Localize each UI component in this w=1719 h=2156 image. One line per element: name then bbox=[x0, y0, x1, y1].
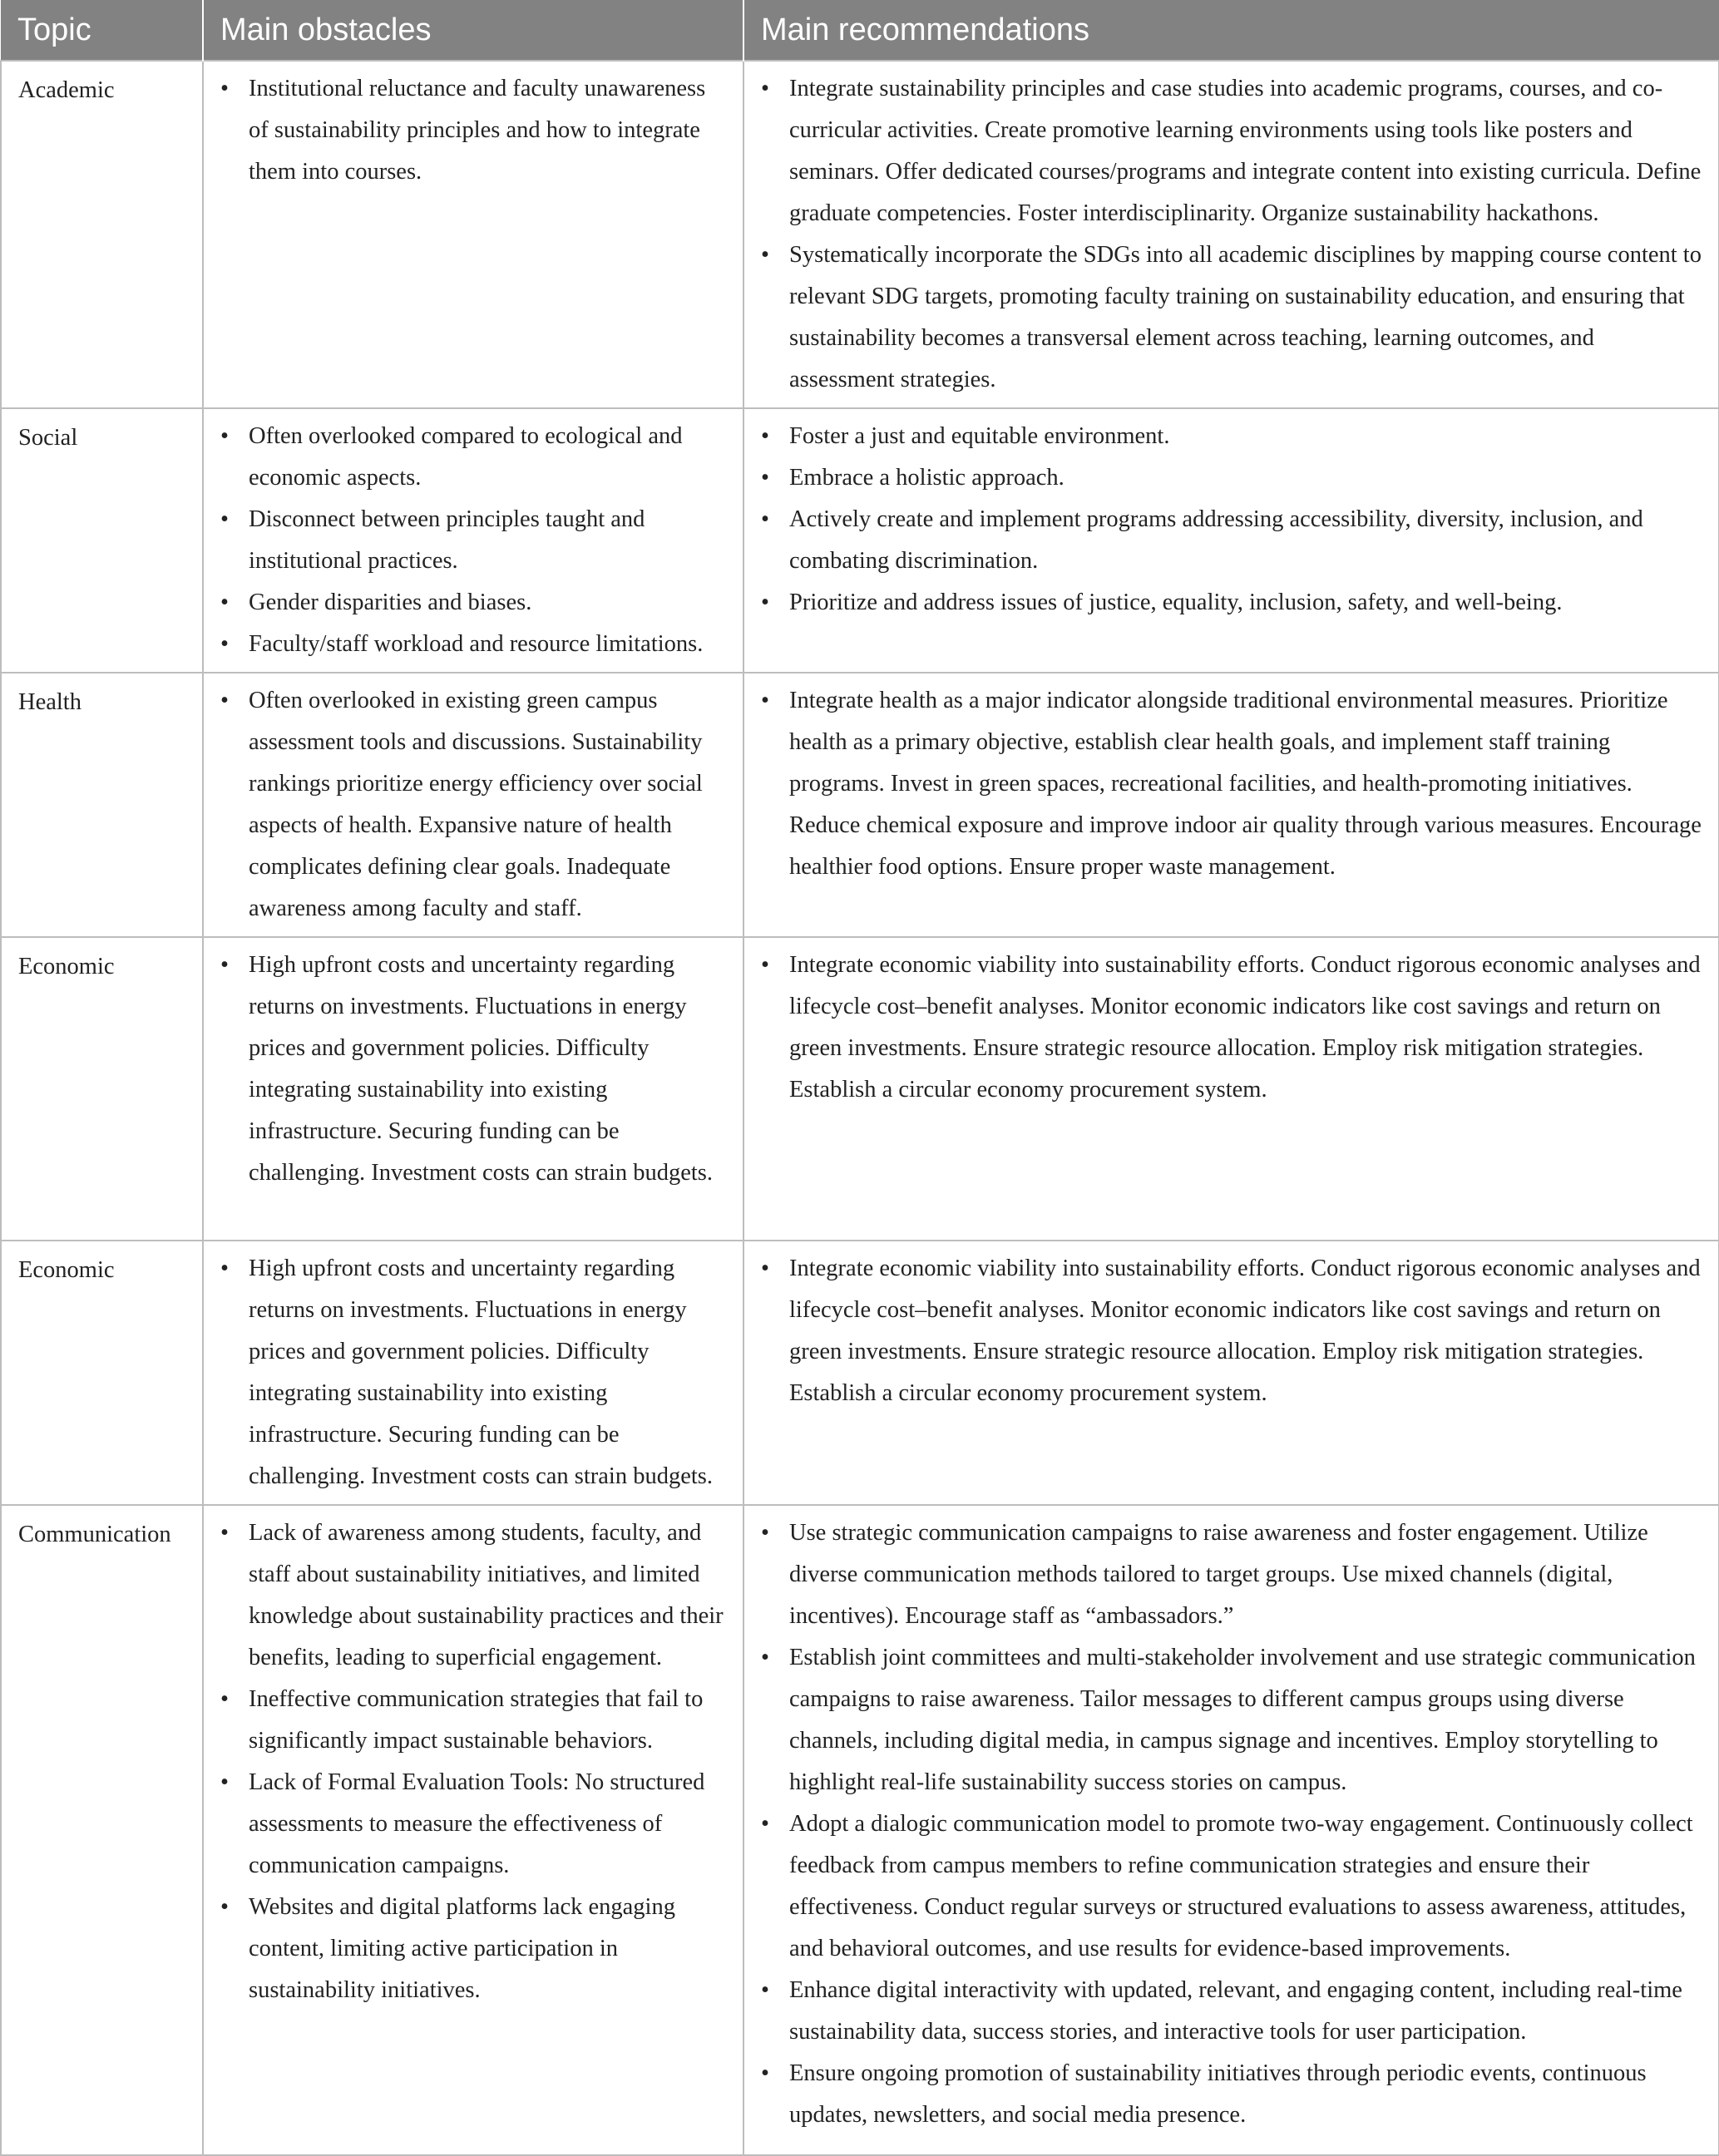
obstacles-cell bbox=[203, 61, 743, 408]
recommendations-cell bbox=[743, 1241, 1719, 1505]
list-item: • Adopt a dialogic communication model to promote two-way engagement. Continuously collect feedback from campus members to refine communication strategies and ensure their effectiveness. Conduct regular surveys or structured evaluations to assess awareness, attitudes, and behavioral outcomes, and use results for evidence-based improvements. bbox=[761, 1803, 1702, 1970]
table-row bbox=[1, 61, 1719, 408]
list-item: • Lack of Formal Evaluation Tools: No structured assessments to measure the effectiveness of communication campaigns. bbox=[220, 1762, 726, 1887]
obstacles-cell bbox=[203, 1241, 743, 1505]
obstacles-cell bbox=[203, 937, 743, 1241]
table-header bbox=[1, 0, 1719, 61]
table-row bbox=[1, 673, 1719, 937]
obstacles-cell bbox=[203, 673, 743, 937]
recommendations-cell bbox=[743, 673, 1719, 937]
obstacles-list bbox=[220, 68, 726, 193]
list-item: • Often overlooked compared to ecological and economic aspects. bbox=[220, 416, 726, 499]
list-item: • Systematically incorporate the SDGs into all academic disciplines by mapping course content to relevant SDG targets, promoting faculty training on sustainability education, and ensuring that sustainability becomes a transversal element across teaching, learning outcomes, and assessment strategies. bbox=[761, 234, 1702, 401]
obstacles-list bbox=[220, 1512, 726, 2011]
table-row bbox=[1, 408, 1719, 673]
list-item: • Faculty/staff workload and resource limitations. bbox=[220, 624, 726, 665]
table-row bbox=[1, 1505, 1719, 2155]
recommendations-list bbox=[761, 1512, 1702, 2136]
table-body bbox=[1, 61, 1719, 2155]
header-main-obstacles: Main obstacles bbox=[203, 0, 743, 61]
table-row bbox=[1, 1241, 1719, 1505]
list-item: • Integrate sustainability principles and case studies into academic programs, courses, and co-curricular activities. Create promotive learning environments using tools like posters and seminars. Offer dedicated courses/programs and integrate content into existing curricula. Define graduate competencies. Foster interdisciplinarity. Organize sustainability hackathons. bbox=[761, 68, 1702, 234]
list-item: • Ineffective communication strategies that fail to significantly impact sustainable behaviors. bbox=[220, 1679, 726, 1762]
list-item: • Prioritize and address issues of justice, equality, inclusion, safety, and well-being. bbox=[761, 582, 1702, 624]
recommendations-list bbox=[761, 416, 1702, 624]
recommendations-list bbox=[761, 945, 1702, 1111]
list-item: • Enhance digital interactivity with updated, relevant, and engaging content, including real-time sustainability data, success stories, and interactive tools for user participation. bbox=[761, 1970, 1702, 2053]
obstacles-cell bbox=[203, 1505, 743, 2155]
list-item: • Integrate economic viability into sustainability efforts. Conduct rigorous economic analyses and lifecycle cost–benefit analyses. Monitor economic indicators like cost savings and return on green investments. Ensure strategic resource allocation. Employ risk mitigation strategies. Establish a circular economy procurement system. bbox=[761, 1248, 1702, 1414]
obstacles-list bbox=[220, 945, 726, 1194]
obstacles-cell bbox=[203, 408, 743, 673]
list-item: • Integrate health as a major indicator alongside traditional environmental measures. Prioritize health as a primary objective, establish clear health goals, and implement staff training programs. Invest in green spaces, recreational facilities, and health-promoting initiatives. Reduce chemical exposure and improve indoor air quality through various measures. Encourage healthier food options. Ensure proper waste management. bbox=[761, 680, 1702, 888]
list-item: • Embrace a holistic approach. bbox=[761, 457, 1702, 499]
list-item: • Disconnect between principles taught and institutional practices. bbox=[220, 499, 726, 582]
list-item: • Often overlooked in existing green campus assessment tools and discussions. Sustainability rankings prioritize energy efficiency over social aspects of health. Expansive nature of health complicates defining clear goals. Inadequate awareness among faculty and staff. bbox=[220, 680, 726, 930]
list-item: • Gender disparities and biases. bbox=[220, 582, 726, 624]
obstacles-list bbox=[220, 1248, 726, 1497]
list-item: • Use strategic communication campaigns to raise awareness and foster engagement. Utilize diverse communication methods tailored to target groups. Use mixed channels (digital, incentives). Encourage staff as “ambassadors.” bbox=[761, 1512, 1702, 1637]
list-item: • Ensure ongoing promotion of sustainability initiatives through periodic events, continuous updates, newsletters, and social media presence. bbox=[761, 2053, 1702, 2136]
topic-cell: Health bbox=[1, 673, 203, 937]
list-item: • Foster a just and equitable environment. bbox=[761, 416, 1702, 457]
list-item: • Institutional reluctance and faculty unawareness of sustainability principles and how to integrate them into courses. bbox=[220, 68, 726, 193]
obstacles-list bbox=[220, 680, 726, 930]
header-row bbox=[1, 0, 1719, 61]
topic-cell: Social bbox=[1, 408, 203, 673]
topic-cell: Economic bbox=[1, 937, 203, 1241]
recommendations-cell bbox=[743, 937, 1719, 1241]
header-topic: Topic bbox=[1, 0, 203, 61]
list-item: • Actively create and implement programs addressing accessibility, diversity, inclusion, and combating discrimination. bbox=[761, 499, 1702, 582]
header-main-recommendations: Main recommendations bbox=[743, 0, 1719, 61]
list-item: • Integrate economic viability into sustainability efforts. Conduct rigorous economic analyses and lifecycle cost–benefit analyses. Monitor economic indicators like cost savings and return on green investments. Ensure strategic resource allocation. Employ risk mitigation strategies. Establish a circular economy procurement system. bbox=[761, 945, 1702, 1111]
list-item: • High upfront costs and uncertainty regarding returns on investments. Fluctuations in energy prices and government policies. Difficulty integrating sustainability into existing infrastructure. Securing funding can be challenging. Investment costs can strain budgets. bbox=[220, 945, 726, 1194]
recommendations-cell bbox=[743, 61, 1719, 408]
table-row bbox=[1, 937, 1719, 1241]
list-item: • Lack of awareness among students, faculty, and staff about sustainability initiatives, and limited knowledge about sustainability practices and their benefits, leading to superficial engagement. bbox=[220, 1512, 726, 1679]
recommendations-cell bbox=[743, 1505, 1719, 2155]
topic-cell: Academic bbox=[1, 61, 203, 408]
topic-cell: Economic bbox=[1, 1241, 203, 1505]
obstacles-list bbox=[220, 416, 726, 665]
list-item: • High upfront costs and uncertainty regarding returns on investments. Fluctuations in energy prices and government policies. Difficulty integrating sustainability into existing infrastructure. Securing funding can be challenging. Investment costs can strain budgets. bbox=[220, 1248, 726, 1497]
recommendations-list bbox=[761, 1248, 1702, 1414]
topic-cell: Communication bbox=[1, 1505, 203, 2155]
list-item: • Establish joint committees and multi-stakeholder involvement and use strategic communication campaigns to raise awareness. Tailor messages to different campus groups using diverse channels, including digital media, in campus signage and incentives. Employ storytelling to highlight real-life sustainability success stories on campus. bbox=[761, 1637, 1702, 1803]
recommendations-cell bbox=[743, 408, 1719, 673]
recommendations-list bbox=[761, 680, 1702, 888]
list-item: • Websites and digital platforms lack engaging content, limiting active participation in sustainability initiatives. bbox=[220, 1887, 726, 2011]
recommendations-list bbox=[761, 68, 1702, 401]
